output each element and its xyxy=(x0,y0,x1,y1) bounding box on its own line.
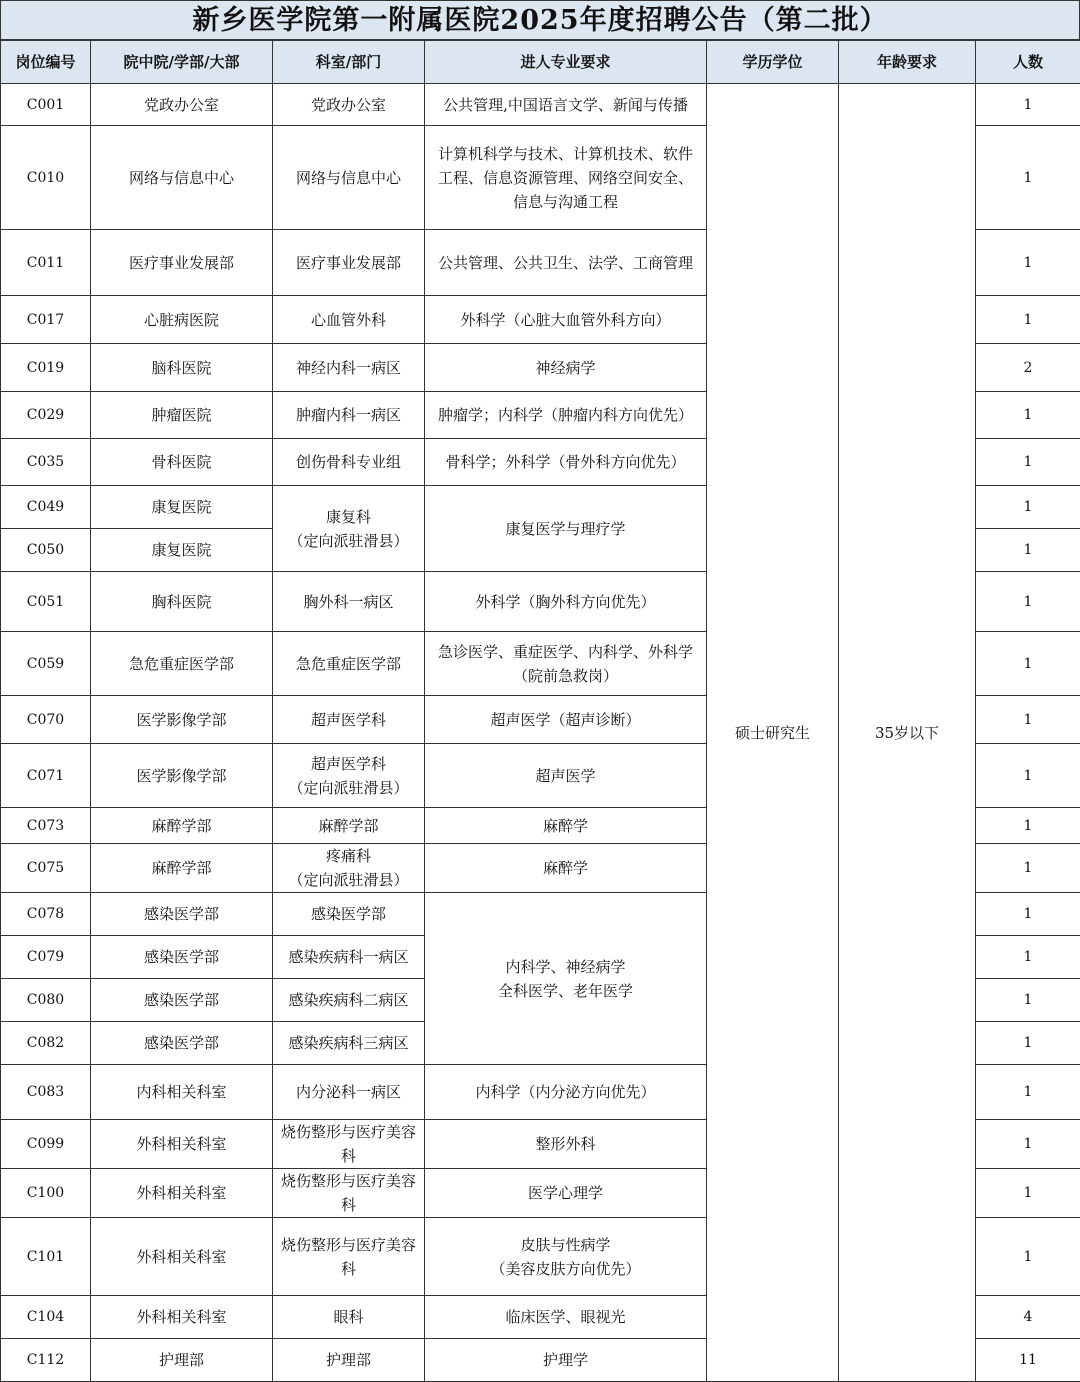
cell-office xyxy=(273,1296,425,1339)
cell-office xyxy=(273,893,425,936)
cell-major-line: 麻醉学 xyxy=(543,817,588,835)
cell-major xyxy=(425,893,707,1065)
cell-major xyxy=(425,1296,707,1339)
cell-count: 1 xyxy=(976,632,1080,696)
cell-major-line: 骨科学；外科学（骨外科方向优先） xyxy=(445,453,685,471)
cell-major-line: （美容皮肤方向优先） xyxy=(490,1260,640,1278)
cell-count: 1 xyxy=(976,893,1080,936)
cell-major xyxy=(425,844,707,893)
cell-major-line: 神经病学 xyxy=(535,359,595,377)
cell-count: 1 xyxy=(976,696,1080,744)
cell-major-line: 外科学（心脏大血管外科方向） xyxy=(460,311,670,329)
cell-dept: 肿瘤医院 xyxy=(91,392,273,439)
cell-office-line: 康复科 xyxy=(326,508,371,526)
table-row xyxy=(1,84,1080,126)
cell-dept: 急危重症医学部 xyxy=(91,632,273,696)
cell-major xyxy=(425,1169,707,1218)
cell-office xyxy=(273,1339,425,1382)
cell-count: 1 xyxy=(976,126,1080,230)
cell-degree: 硕士研究生 xyxy=(707,84,839,1382)
cell-office-line: 护理部 xyxy=(326,1351,371,1369)
cell-dept: 网络与信息中心 xyxy=(91,126,273,230)
cell-major-line: 医学心理学 xyxy=(528,1184,603,1202)
cell-code: C071 xyxy=(1,744,91,808)
cell-major-line: 急诊医学、重症医学、内科学、外科学 xyxy=(438,643,693,661)
cell-office xyxy=(273,486,425,572)
cell-major-line: 公共管理,中国语言文学、新闻与传播 xyxy=(443,96,688,114)
cell-major xyxy=(425,1065,707,1120)
cell-office-line: 麻醉学部 xyxy=(318,817,378,835)
cell-count: 1 xyxy=(976,808,1080,844)
cell-code: C029 xyxy=(1,392,91,439)
cell-code: C112 xyxy=(1,1339,91,1382)
cell-major-line: 临床医学、眼视光 xyxy=(505,1308,625,1326)
cell-code: C073 xyxy=(1,808,91,844)
cell-dept: 康复医院 xyxy=(91,529,273,572)
cell-office xyxy=(273,1169,425,1218)
cell-office xyxy=(273,344,425,392)
cell-major-line: 皮肤与性病学 xyxy=(520,1236,610,1254)
cell-office xyxy=(273,979,425,1022)
header-code: 岗位编号 xyxy=(1,41,91,84)
cell-count: 1 xyxy=(976,979,1080,1022)
cell-code: C082 xyxy=(1,1022,91,1065)
cell-count: 1 xyxy=(976,1022,1080,1065)
cell-code: C099 xyxy=(1,1120,91,1169)
cell-count: 1 xyxy=(976,230,1080,296)
header-age: 年龄要求 xyxy=(839,41,976,84)
cell-major-line: （院前急救岗） xyxy=(513,667,618,685)
cell-code: C070 xyxy=(1,696,91,744)
cell-office-line: 感染疾病科一病区 xyxy=(288,948,408,966)
cell-office-line: 急危重症医学部 xyxy=(296,655,401,673)
cell-major xyxy=(425,230,707,296)
cell-code: C019 xyxy=(1,344,91,392)
cell-office xyxy=(273,744,425,808)
cell-office xyxy=(273,844,425,893)
cell-code: C017 xyxy=(1,296,91,344)
cell-office xyxy=(273,1065,425,1120)
header-office: 科室/部门 xyxy=(273,41,425,84)
cell-major-line: 全科医学、老年医学 xyxy=(498,982,633,1000)
cell-code: C059 xyxy=(1,632,91,696)
cell-dept: 感染医学部 xyxy=(91,893,273,936)
cell-major xyxy=(425,572,707,632)
cell-office xyxy=(273,632,425,696)
cell-code: C083 xyxy=(1,1065,91,1120)
cell-office xyxy=(273,808,425,844)
header-degree: 学历学位 xyxy=(707,41,839,84)
cell-office-line: 胸外科一病区 xyxy=(303,593,393,611)
cell-code: C104 xyxy=(1,1296,91,1339)
cell-major xyxy=(425,1218,707,1296)
cell-office xyxy=(273,1218,425,1296)
cell-office-line: 眼科 xyxy=(333,1308,363,1326)
cell-major-line: 公共管理、公共卫生、法学、工商管理 xyxy=(438,254,693,272)
cell-code: C050 xyxy=(1,529,91,572)
cell-office-line: 科 xyxy=(341,1147,356,1165)
cell-office-line: 科 xyxy=(341,1196,356,1214)
cell-code: C049 xyxy=(1,486,91,529)
cell-major-line: 外科学（胸外科方向优先） xyxy=(475,593,655,611)
cell-count: 1 xyxy=(976,936,1080,979)
cell-office-line: 肿瘤内科一病区 xyxy=(296,406,401,424)
cell-dept: 麻醉学部 xyxy=(91,844,273,893)
cell-dept: 骨科医院 xyxy=(91,439,273,486)
cell-major-line: 麻醉学 xyxy=(543,859,588,877)
cell-count: 1 xyxy=(976,84,1080,126)
cell-office-line: 烧伤整形与医疗美容 xyxy=(281,1123,416,1141)
cell-dept: 医学影像学部 xyxy=(91,744,273,808)
cell-major xyxy=(425,126,707,230)
cell-office xyxy=(273,572,425,632)
cell-office-line: 网络与信息中心 xyxy=(296,169,401,187)
cell-major xyxy=(425,1120,707,1169)
cell-major-line: 信息与沟通工程 xyxy=(513,193,618,211)
cell-dept: 感染医学部 xyxy=(91,1022,273,1065)
cell-count: 1 xyxy=(976,1218,1080,1296)
cell-major-line: 工程、信息资源管理、网络空间安全、 xyxy=(438,169,693,187)
cell-office-line: （定向派驻滑县） xyxy=(288,779,408,797)
cell-dept: 感染医学部 xyxy=(91,936,273,979)
cell-count: 1 xyxy=(976,486,1080,529)
cell-dept: 护理部 xyxy=(91,1339,273,1382)
cell-major-line: 内科学（内分泌方向优先） xyxy=(475,1083,655,1101)
cell-dept: 外科相关科室 xyxy=(91,1169,273,1218)
cell-office-line: 党政办公室 xyxy=(311,96,386,114)
cell-dept: 党政办公室 xyxy=(91,84,273,126)
cell-office-line: 烧伤整形与医疗美容 xyxy=(281,1236,416,1254)
cell-code: C051 xyxy=(1,572,91,632)
cell-office-line: 感染疾病科二病区 xyxy=(288,991,408,1009)
cell-office-line: 疼痛科 xyxy=(326,847,371,865)
cell-office xyxy=(273,392,425,439)
cell-major xyxy=(425,84,707,126)
cell-code: C078 xyxy=(1,893,91,936)
cell-office-line: 超声医学科 xyxy=(311,711,386,729)
cell-office xyxy=(273,1022,425,1065)
header-dept: 院中院/学部/大部 xyxy=(91,41,273,84)
cell-office-line: （定向派驻滑县） xyxy=(288,532,408,550)
cell-office xyxy=(273,296,425,344)
cell-dept: 外科相关科室 xyxy=(91,1296,273,1339)
cell-count: 1 xyxy=(976,296,1080,344)
cell-code: C011 xyxy=(1,230,91,296)
cell-count: 1 xyxy=(976,1065,1080,1120)
cell-count: 11 xyxy=(976,1339,1080,1382)
cell-office-line: 感染医学部 xyxy=(311,905,386,923)
cell-office-line: （定向派驻滑县） xyxy=(288,871,408,889)
cell-office-line: 感染疾病科三病区 xyxy=(288,1034,408,1052)
cell-dept: 医疗事业发展部 xyxy=(91,230,273,296)
cell-office xyxy=(273,439,425,486)
cell-major-line: 肿瘤学；内科学（肿瘤内科方向优先） xyxy=(438,406,693,424)
cell-office-line: 内分泌科一病区 xyxy=(296,1083,401,1101)
cell-major-line: 超声医学（超声诊断） xyxy=(490,711,640,729)
cell-dept: 内科相关科室 xyxy=(91,1065,273,1120)
recruitment-table xyxy=(0,40,1080,1382)
cell-dept: 外科相关科室 xyxy=(91,1218,273,1296)
cell-code: C100 xyxy=(1,1169,91,1218)
cell-major xyxy=(425,744,707,808)
cell-office-line: 科 xyxy=(341,1260,356,1278)
cell-major-line: 内科学、神经病学 xyxy=(505,958,625,976)
header-count: 人数 xyxy=(976,41,1080,84)
cell-code: C035 xyxy=(1,439,91,486)
page-title: 新乡医学院第一附属医院2025年度招聘公告（第二批） xyxy=(0,0,1080,40)
cell-office xyxy=(273,696,425,744)
cell-count: 1 xyxy=(976,572,1080,632)
cell-office xyxy=(273,1120,425,1169)
cell-count: 2 xyxy=(976,344,1080,392)
cell-code: C001 xyxy=(1,84,91,126)
cell-major xyxy=(425,808,707,844)
cell-major-line: 超声医学 xyxy=(535,767,595,785)
cell-dept: 脑科医院 xyxy=(91,344,273,392)
cell-count: 1 xyxy=(976,439,1080,486)
header-major: 进人专业要求 xyxy=(425,41,707,84)
cell-major-line: 护理学 xyxy=(543,1351,588,1369)
cell-count: 1 xyxy=(976,392,1080,439)
cell-major xyxy=(425,296,707,344)
cell-major-line: 整形外科 xyxy=(535,1135,595,1153)
cell-office xyxy=(273,126,425,230)
cell-major xyxy=(425,439,707,486)
cell-code: C080 xyxy=(1,979,91,1022)
cell-count: 1 xyxy=(976,529,1080,572)
cell-count: 1 xyxy=(976,844,1080,893)
cell-office-line: 超声医学科 xyxy=(311,755,386,773)
cell-major xyxy=(425,344,707,392)
cell-major xyxy=(425,632,707,696)
cell-office-line: 创伤骨科专业组 xyxy=(296,453,401,471)
cell-office xyxy=(273,230,425,296)
cell-major-line: 计算机科学与技术、计算机技术、软件 xyxy=(438,145,693,163)
cell-count: 1 xyxy=(976,744,1080,808)
cell-code: C010 xyxy=(1,126,91,230)
cell-dept: 康复医院 xyxy=(91,486,273,529)
cell-code: C101 xyxy=(1,1218,91,1296)
cell-office-line: 神经内科一病区 xyxy=(296,359,401,377)
cell-office xyxy=(273,84,425,126)
cell-count: 4 xyxy=(976,1296,1080,1339)
cell-major xyxy=(425,1339,707,1382)
cell-dept: 感染医学部 xyxy=(91,979,273,1022)
cell-major: 康复医学与理疗学 xyxy=(425,486,707,572)
cell-office-line: 医疗事业发展部 xyxy=(296,254,401,272)
cell-dept: 麻醉学部 xyxy=(91,808,273,844)
cell-office xyxy=(273,936,425,979)
cell-dept: 心脏病医院 xyxy=(91,296,273,344)
cell-count: 1 xyxy=(976,1169,1080,1218)
cell-major xyxy=(425,696,707,744)
cell-code: C079 xyxy=(1,936,91,979)
cell-major xyxy=(425,392,707,439)
cell-dept: 外科相关科室 xyxy=(91,1120,273,1169)
cell-office-line: 烧伤整形与医疗美容 xyxy=(281,1172,416,1190)
cell-count: 1 xyxy=(976,1120,1080,1169)
cell-dept: 医学影像学部 xyxy=(91,696,273,744)
cell-office-line: 心血管外科 xyxy=(311,311,386,329)
cell-age: 35岁以下 xyxy=(839,84,976,1382)
header-row xyxy=(1,41,1080,84)
cell-code: C075 xyxy=(1,844,91,893)
cell-dept: 胸科医院 xyxy=(91,572,273,632)
